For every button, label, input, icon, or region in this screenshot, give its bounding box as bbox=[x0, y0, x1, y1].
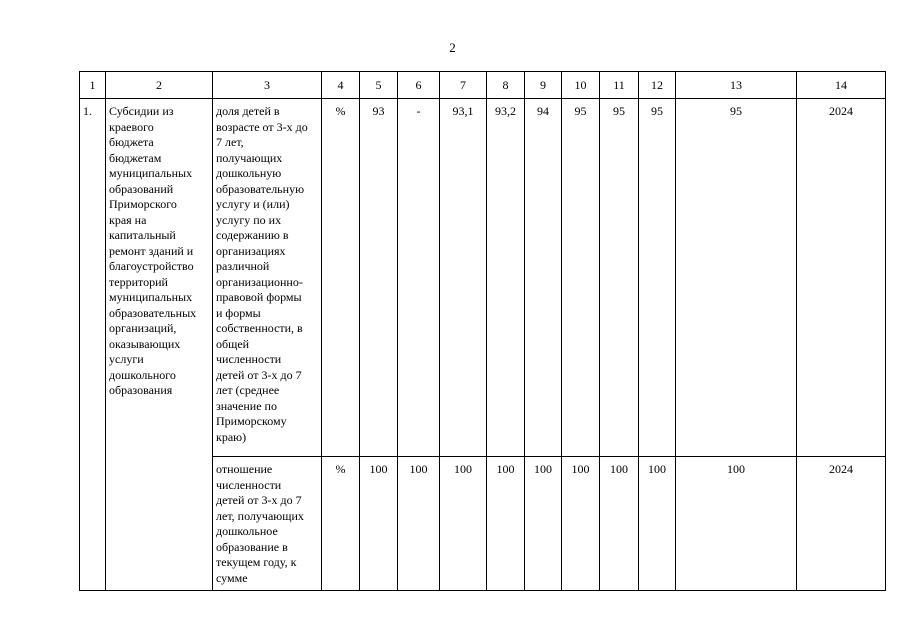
table-row bbox=[80, 99, 886, 457]
indicator-line: содержанию в bbox=[216, 228, 289, 242]
value-cell: 93,1 bbox=[440, 99, 487, 457]
header-cell: 4 bbox=[322, 72, 360, 99]
subsidy-name-line: организаций, bbox=[109, 321, 177, 335]
indicator-line: различной bbox=[216, 259, 270, 273]
page-number: 2 bbox=[449, 40, 456, 55]
year-cell: 2024 bbox=[797, 457, 886, 591]
indicator-line: значение по bbox=[216, 398, 277, 413]
value-cell: 95 bbox=[639, 99, 676, 457]
value-cell: 93,2 bbox=[487, 99, 525, 457]
header-row bbox=[80, 72, 886, 99]
indicator-line: отношение bbox=[216, 462, 273, 476]
indicator-line: услугу по их bbox=[216, 212, 282, 227]
value-cell: 100 bbox=[639, 457, 676, 591]
year-cell: 2024 bbox=[797, 99, 886, 457]
subsidy-name-line: края на bbox=[109, 212, 147, 227]
indicator-line: детей от 3-х до 7 bbox=[216, 367, 302, 382]
value-cell: 100 bbox=[600, 457, 639, 591]
value-cell: 95 bbox=[600, 99, 639, 457]
subsidy-name-line: муниципальных bbox=[109, 290, 193, 304]
indicator-line: краю) bbox=[216, 429, 247, 444]
indicator-line: получающих bbox=[216, 150, 283, 165]
indicator-line: дошкольную bbox=[216, 166, 282, 180]
value-cell: 100 bbox=[562, 457, 600, 591]
indicator-line: численности bbox=[216, 477, 282, 492]
subsidy-name-cell bbox=[106, 99, 213, 591]
indicator-line: организациях bbox=[216, 243, 286, 258]
indicator-line: численности bbox=[216, 352, 282, 366]
value-cell: 100 bbox=[525, 457, 562, 591]
header-cell: 6 bbox=[398, 72, 440, 99]
indicator-line: образование в bbox=[216, 539, 288, 554]
header-cell: 9 bbox=[525, 72, 562, 99]
header-cell: 10 bbox=[562, 72, 600, 99]
subsidy-name-line: бюджета bbox=[109, 135, 154, 149]
indicator-line: Приморскому bbox=[216, 414, 287, 428]
indicator-line: лет (среднее bbox=[216, 383, 280, 397]
subsidy-name-line: муниципальных bbox=[109, 166, 193, 180]
value-cell: 94 bbox=[525, 99, 562, 457]
subsidy-name-line: Субсидии из bbox=[109, 104, 174, 118]
header-cell: 11 bbox=[600, 72, 639, 99]
indicator-line: образовательную bbox=[216, 181, 305, 196]
value-cell: 95 bbox=[562, 99, 600, 457]
indicator-line: и формы bbox=[216, 305, 261, 320]
unit-cell: % bbox=[322, 457, 360, 591]
indicator-line: общей bbox=[216, 336, 250, 351]
indicator-line: собственности, в bbox=[216, 321, 303, 335]
indicator-line: текущем году, к bbox=[216, 555, 297, 569]
subsidy-name-line: дошкольного bbox=[109, 367, 176, 382]
value-cell: 93 bbox=[360, 99, 398, 457]
subsidy-name-line: территорий bbox=[109, 274, 168, 289]
value-cell: 100 bbox=[487, 457, 525, 591]
indicator-cell bbox=[213, 99, 322, 457]
subsidy-name-line: благоустройство bbox=[109, 259, 194, 273]
value-cell: 95 bbox=[676, 99, 797, 457]
indicator-line: сумме bbox=[216, 570, 248, 585]
subsidy-name-line: капитальный bbox=[109, 228, 176, 242]
indicator-line: лет, получающих bbox=[216, 508, 304, 523]
header-cell: 12 bbox=[639, 72, 676, 99]
subsidy-name-line: краевого bbox=[109, 119, 154, 134]
subsidy-name-line: ремонт зданий и bbox=[109, 243, 194, 258]
indicator-line: организационно- bbox=[216, 274, 303, 289]
subsidy-name-line: образований bbox=[109, 181, 174, 196]
indicator-cell bbox=[213, 457, 322, 591]
indicator-line: дошкольное bbox=[216, 524, 278, 538]
value-cell: 100 bbox=[440, 457, 487, 591]
indicator-line: доля детей в bbox=[216, 104, 280, 118]
header-cell: 14 bbox=[797, 72, 886, 99]
row-index: 1. bbox=[80, 99, 106, 591]
indicator-line: 7 лет, bbox=[216, 135, 244, 149]
header-cell: 3 bbox=[213, 72, 322, 99]
subsidy-name-line: образования bbox=[109, 383, 173, 397]
header-cell: 5 bbox=[360, 72, 398, 99]
header-cell: 7 bbox=[440, 72, 487, 99]
subsidy-name-line: оказывающих bbox=[109, 336, 181, 351]
indicator-line: услугу и (или) bbox=[216, 197, 290, 211]
indicator-line: детей от 3-х до 7 bbox=[216, 493, 302, 507]
header-cell: 8 bbox=[487, 72, 525, 99]
value-cell: - bbox=[398, 99, 440, 457]
value-cell: 100 bbox=[398, 457, 440, 591]
value-cell: 100 bbox=[360, 457, 398, 591]
subsidy-name-line: услуги bbox=[109, 352, 144, 366]
indicator-line: возрасте от 3-х до bbox=[216, 119, 308, 134]
header-cell: 13 bbox=[676, 72, 797, 99]
header-cell: 2 bbox=[106, 72, 213, 99]
subsidy-name-line: образовательных bbox=[109, 305, 197, 320]
subsidy-name-line: бюджетам bbox=[109, 150, 162, 165]
indicators-table bbox=[79, 71, 886, 591]
indicator-line: правовой формы bbox=[216, 290, 302, 304]
header-cell: 1 bbox=[80, 72, 106, 99]
value-cell: 100 bbox=[676, 457, 797, 591]
subsidy-name-line: Приморского bbox=[109, 197, 177, 211]
unit-cell: % bbox=[322, 99, 360, 457]
